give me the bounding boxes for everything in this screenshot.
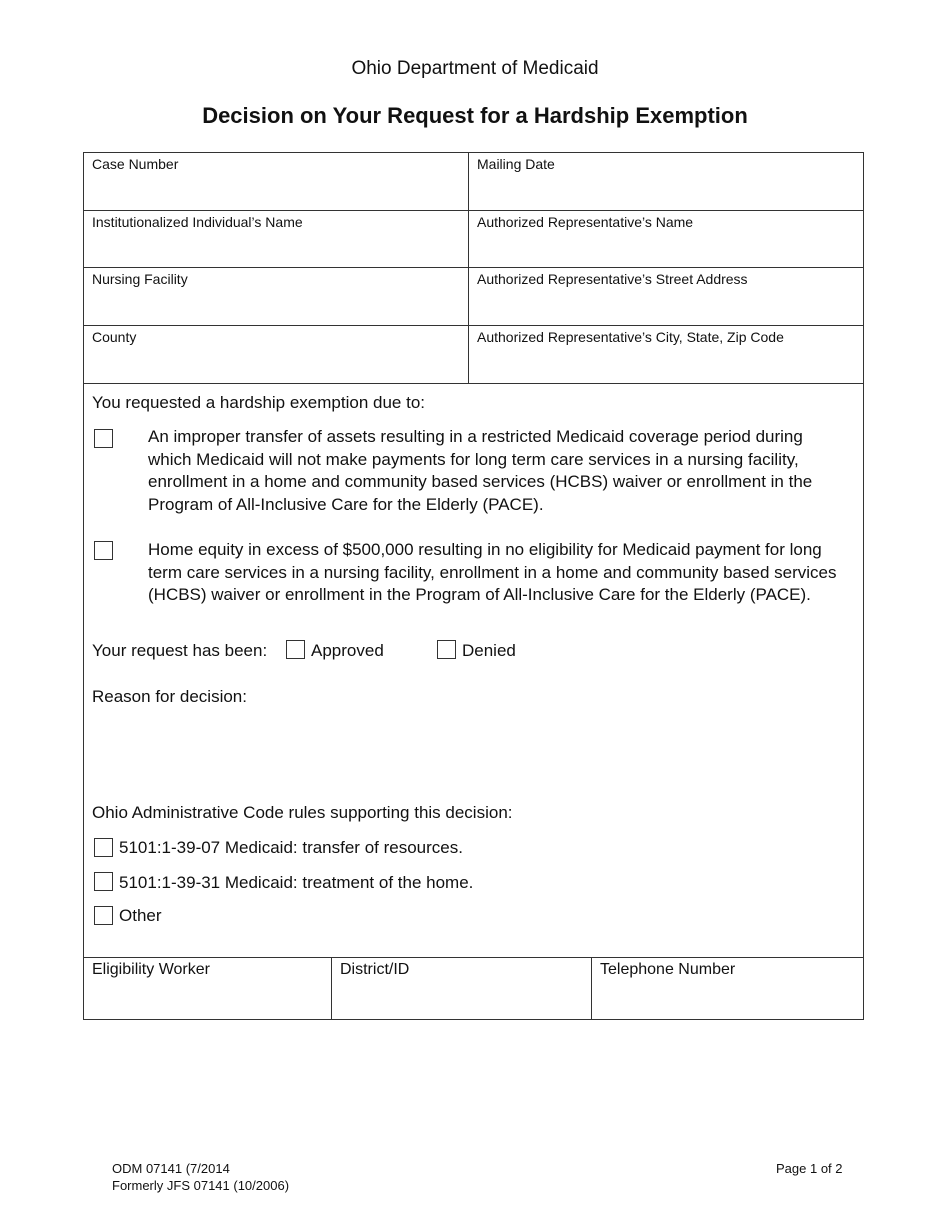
rule-transfer-checkbox[interactable] xyxy=(94,838,113,857)
decision-label: Your request has been: xyxy=(92,641,268,660)
mailing-date-field[interactable] xyxy=(469,153,863,210)
reason-label: Reason for decision: xyxy=(92,687,247,706)
representative-name-field[interactable] xyxy=(469,211,863,268)
info-row xyxy=(84,211,863,268)
transfer-of-assets-checkbox[interactable] xyxy=(94,429,113,448)
field-label: Telephone Number xyxy=(600,961,736,978)
form-title: Decision on Your Request for a Hardship Exemption xyxy=(202,103,748,128)
approved-label: Approved xyxy=(311,641,384,660)
home-equity-text: Home equity in excess of $500,000 resulting in no eligibility for Medicaid payment for long term care services in a nursing facility, enrollment in a home and community based services (HCBS) waiver or enrollment in the Program of All-Inclusive Care for the Elderly (PACE). xyxy=(148,540,837,604)
individual-name-field[interactable] xyxy=(84,211,469,268)
rule-home-checkbox[interactable] xyxy=(94,872,113,891)
rule-transfer-label: 5101:1-39-07 Medicaid: transfer of resources. xyxy=(119,838,463,857)
field-label: Authorized Representative’s City, State, Zip Code xyxy=(477,329,784,345)
agency-name: Ohio Department of Medicaid xyxy=(351,58,599,79)
eligibility-worker-field[interactable] xyxy=(84,958,332,1020)
rule-home-label: 5101:1-39-31 Medicaid: treatment of the home. xyxy=(119,873,474,892)
district-id-field[interactable] xyxy=(332,958,592,1020)
field-label: County xyxy=(92,329,137,345)
field-label: Authorized Representative’s Street Address xyxy=(477,271,748,287)
field-label: Institutionalized Individual’s Name xyxy=(92,214,303,230)
info-row xyxy=(84,268,863,326)
rules-label: Ohio Administrative Code rules supporting this decision: xyxy=(92,803,513,822)
representative-street-field[interactable] xyxy=(469,268,863,325)
former-form-number: Formerly JFS 07141 (10/2006) xyxy=(112,1178,290,1193)
case-number-field[interactable] xyxy=(84,153,469,210)
approved-checkbox[interactable] xyxy=(286,640,305,659)
info-row xyxy=(84,326,863,384)
page-number: Page 1 of 2 xyxy=(776,1161,843,1176)
home-equity-checkbox[interactable] xyxy=(94,541,113,560)
county-field[interactable] xyxy=(84,326,469,383)
field-label: Nursing Facility xyxy=(92,271,188,287)
exemption-intro: You requested a hardship exemption due to: xyxy=(92,393,426,412)
representative-city-field[interactable] xyxy=(469,326,863,383)
field-label: Eligibility Worker xyxy=(92,961,210,978)
field-label: Case Number xyxy=(92,156,179,172)
form-body xyxy=(83,152,864,1020)
worker-row xyxy=(84,957,863,1019)
form-number: ODM 07141 (7/2014 xyxy=(112,1161,230,1176)
nursing-facility-field[interactable] xyxy=(84,268,469,325)
rule-other-label: Other xyxy=(119,906,162,925)
telephone-field[interactable] xyxy=(592,958,863,1020)
transfer-of-assets-text: An improper transfer of assets resulting in a restricted Medicaid coverage period during which Medicaid will not make payments for long term care services in a nursing facility, enrollment in a home and community based services (HCBS) waiver or enrollment in the Program of All-Inclusive Care for the Elderly (PACE). xyxy=(148,427,813,514)
info-row xyxy=(84,153,863,211)
field-label: District/ID xyxy=(340,961,410,978)
denied-checkbox[interactable] xyxy=(437,640,456,659)
field-label: Mailing Date xyxy=(477,156,555,172)
denied-label: Denied xyxy=(462,641,516,660)
rule-other-checkbox[interactable] xyxy=(94,906,113,925)
field-label: Authorized Representative’s Name xyxy=(477,214,694,230)
